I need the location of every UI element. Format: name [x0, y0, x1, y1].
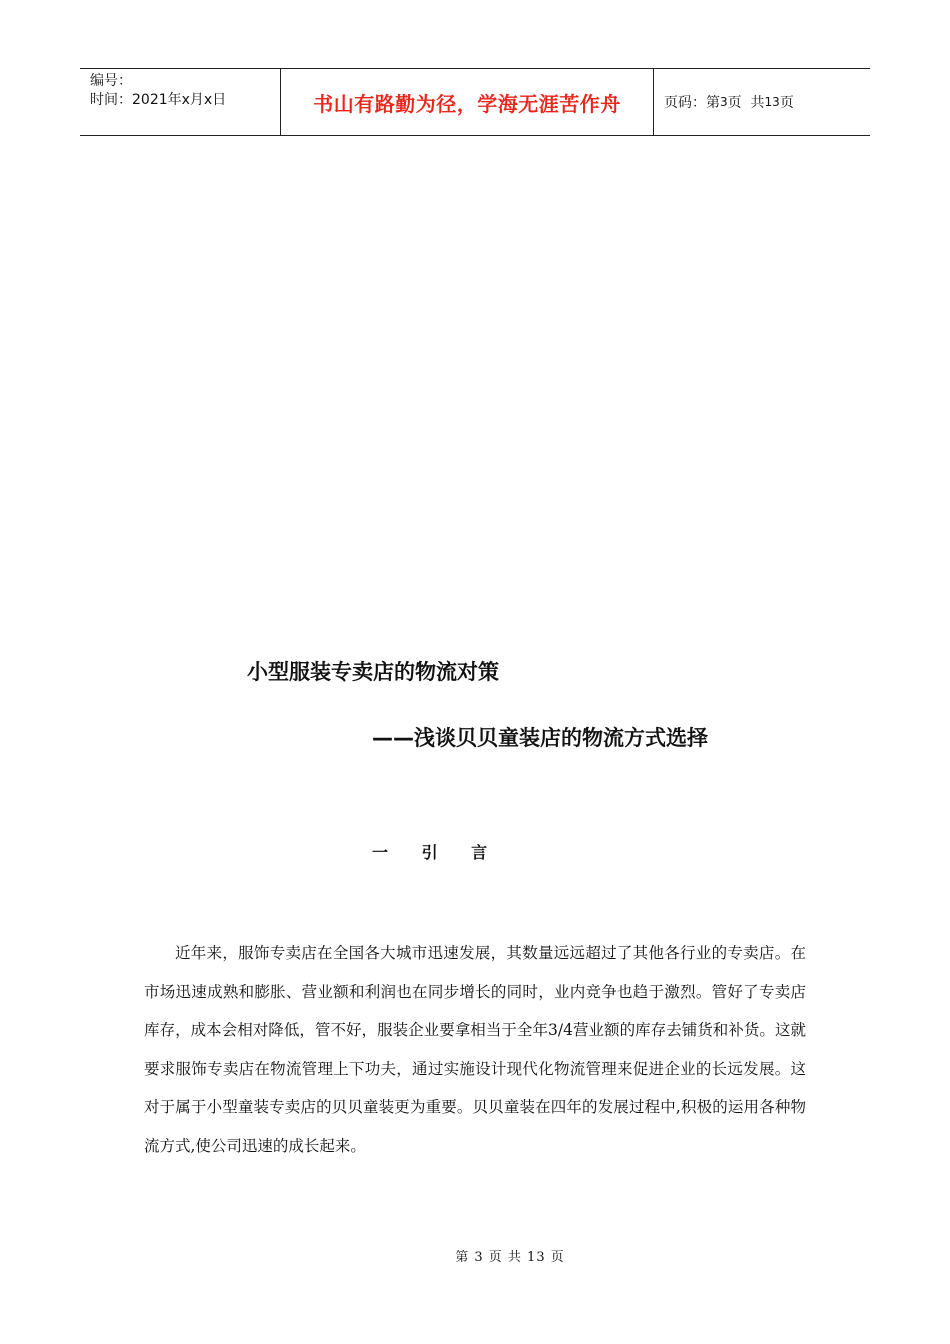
document-title: 小型服装专卖店的物流对策 — [247, 660, 499, 684]
motto-text: 书山有路勤为径，学海无涯苦作舟 — [313, 91, 621, 116]
document-subtitle: ——浅谈贝贝童装店的物流方式选择 — [372, 726, 708, 750]
document-header — [80, 68, 870, 136]
document-date-label: 时间：2021年x月x日 — [90, 92, 227, 108]
header-page-cell — [654, 69, 870, 135]
header-info-cell — [80, 69, 281, 135]
page-current: 3 — [720, 95, 728, 109]
page-suffix: 页 — [779, 95, 794, 111]
section-heading: 一 引 言 — [372, 843, 502, 862]
header-motto-cell — [281, 69, 654, 135]
body-paragraph: 近年来，服饰专卖店在全国各大城市迅速发展，其数量远远超过了其他各行业的专卖店。在市场迅速成熟和膨胀、营业额和利润也在同步增长的同时，业内竞争也趋于激烈。管好了专卖店库存，成本会相对降低，管不好，服装企业要拿相当于全年3/4营业额的库存去铺货和补货。这就要求服饰专卖店在物流管理上下功夫，通过实施设计现代化物流管理来促进企业的长远发展。这对于属于小型童装专卖店的贝贝童装更为重要。贝贝童装在四年的发展过程中,积极的运用各种物流方式,使公司迅速的成长起来。 — [144, 944, 806, 1155]
page-footer: 第 3 页 共 13 页 — [455, 1250, 565, 1265]
page-mid: 页 共 — [727, 95, 765, 111]
page-prefix: 页码：第 — [664, 95, 720, 111]
document-number-label: 编号： — [90, 73, 132, 89]
page-total: 13 — [764, 95, 780, 109]
